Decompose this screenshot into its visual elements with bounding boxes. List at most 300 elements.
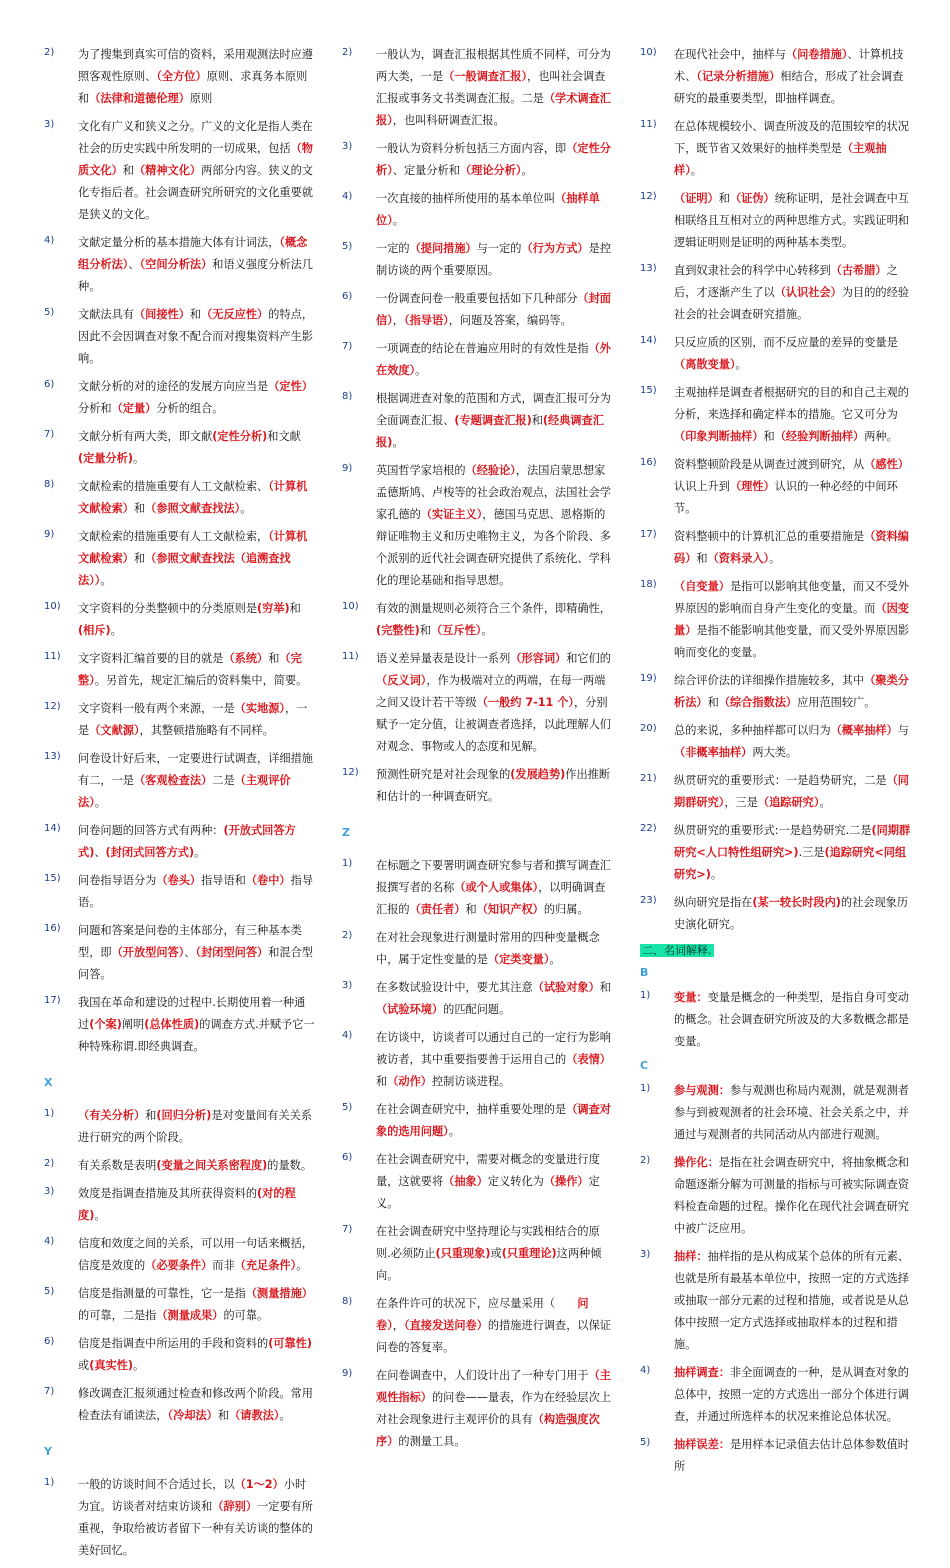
item-number: 17)	[44, 995, 61, 1006]
answer-highlight: (只重现象)	[435, 1247, 491, 1260]
answer-highlight: （充足条件）	[234, 1259, 297, 1272]
item-number: 11)	[342, 651, 359, 662]
item-text-segment: 的社会现象历史演化研究。	[674, 896, 909, 931]
item-text-segment: 。	[448, 1125, 460, 1138]
answer-highlight: （理论分析）	[459, 164, 522, 177]
fill-blank-item	[44, 1383, 316, 1427]
column-right	[640, 44, 912, 1484]
answer-highlight: (穷举)	[257, 602, 290, 615]
fill-blank-item	[342, 1365, 614, 1453]
item-text-segment: 信度是指测量的可靠性，它一是指	[78, 1287, 246, 1300]
fill-blank-item	[44, 1283, 316, 1327]
item-text-segment: 。	[132, 452, 145, 465]
item-text-segment: 是指在社会调查研究中，将抽象概念和命题逐渐分解为可测量的指标与可被实际调查资料检查命题的过程。操作化在现代社会调查研究中被广泛应用。	[674, 1156, 909, 1235]
answer-highlight: （封闭型问答）	[195, 946, 269, 959]
definition-item	[640, 1080, 912, 1146]
answer-highlight: （构造强度次序）	[376, 1413, 600, 1448]
fill-blank-item	[640, 260, 912, 326]
item-text-segment: 在现代社会中，抽样与	[674, 48, 786, 61]
fill-blank-item	[44, 598, 316, 642]
item-text-segment: 。	[133, 1359, 145, 1372]
answer-highlight: （记录分析措施）	[696, 70, 781, 83]
item-text	[376, 977, 614, 1021]
section-letter: Z	[342, 826, 350, 839]
item-text-segment: 文献检索的措施重要有人工文献检索、	[78, 480, 269, 493]
answer-highlight: （直接发送问卷）	[403, 1319, 488, 1332]
fill-blank-item	[342, 44, 614, 132]
item-text	[376, 460, 614, 592]
answer-highlight: （主观抽样）	[674, 142, 887, 177]
item-text-segment: 控制访谈进程。	[431, 1075, 511, 1088]
fill-blank-item	[342, 388, 614, 454]
item-text	[78, 526, 316, 592]
fill-blank-item	[44, 920, 316, 986]
answer-highlight: （形容词）	[510, 652, 567, 665]
item-text	[78, 1283, 316, 1327]
item-text-segment: 预测性研究是对社会现象的	[376, 768, 511, 781]
fill-blank-item	[44, 426, 316, 470]
item-number: 5)	[44, 1286, 55, 1297]
answer-highlight: （文献源）	[89, 724, 140, 737]
item-text-segment: 认识的一种必经的中间环节。	[674, 480, 898, 515]
item-text-segment: 一般的访谈时间不合适过长，以	[78, 1478, 235, 1491]
item-text-segment: 文字资料汇编首要的目的就是	[78, 652, 224, 665]
item-text-segment: 相结合，形成了社会调查研究的最重要类型，即抽样调查。	[674, 70, 904, 105]
item-text-segment: 。	[100, 574, 112, 587]
answer-highlight: （请教法）	[229, 1409, 280, 1422]
item-number: 9)	[342, 463, 353, 474]
answer-highlight: （间接性）	[133, 308, 190, 321]
item-number: 7)	[342, 1224, 353, 1235]
item-text-segment: 指导语。	[78, 874, 314, 909]
fill-blank-item	[44, 1333, 316, 1377]
item-text-segment: 指导语和	[201, 874, 246, 887]
item-text-segment: 、定量分析和	[392, 164, 460, 177]
answer-highlight: （定量）	[111, 402, 157, 415]
answer-highlight: (发展趋势)	[510, 768, 566, 781]
item-text-segment: ，三是	[724, 796, 758, 809]
answer-highlight: （辞别）	[212, 1500, 258, 1513]
item-text-segment: 。	[735, 358, 747, 371]
item-text-segment: 问卷问题的回答方式有两种：	[78, 824, 224, 837]
answer-highlight: （定性）	[268, 380, 313, 393]
item-text	[674, 770, 912, 814]
item-text-segment: 的可靠，二是指	[78, 1309, 157, 1322]
fill-blank-item	[342, 238, 614, 282]
answer-highlight: （自变量）	[674, 580, 730, 593]
item-text-segment: 。	[415, 364, 427, 377]
item-number: 5)	[342, 1102, 353, 1113]
item-text-segment: 的测量工具。	[398, 1435, 466, 1448]
item-text-segment: 是用样本记录值去估计总体参数值时所	[674, 1438, 909, 1473]
item-text-segment: 和	[133, 552, 146, 565]
answer-highlight: （动作）	[387, 1075, 432, 1088]
answer-highlight: （责任者）	[409, 903, 466, 916]
item-number: 1)	[44, 1108, 55, 1119]
answer-highlight: （物质文化）	[78, 142, 313, 177]
item-text	[376, 1365, 614, 1453]
item-text-segment: 二是	[212, 774, 235, 787]
item-number: 5)	[44, 307, 55, 318]
answer-highlight: (回归分析)	[156, 1109, 212, 1122]
item-text	[78, 232, 316, 298]
item-text	[78, 1155, 316, 1177]
item-number: 3)	[342, 141, 353, 152]
item-number: 14)	[640, 335, 657, 346]
answer-highlight: （一般调查汇报）	[443, 70, 528, 83]
item-text-segment: 和	[696, 552, 708, 565]
fill-blank-item	[44, 476, 316, 520]
section-heading-text: 二、名词解释.	[642, 944, 712, 957]
fill-blank-item	[640, 770, 912, 814]
item-text-segment: 、	[128, 258, 140, 271]
item-text-segment: 和	[133, 502, 146, 515]
item-text-segment: 原则	[189, 92, 213, 105]
answer-highlight: （全方位）	[156, 70, 207, 83]
fill-blank-item	[342, 1221, 614, 1287]
answer-highlight: （实地源）	[234, 702, 285, 715]
item-text-segment: 资料整顿阶段是从调查过渡到研究，从	[674, 458, 865, 471]
item-text-segment: 一定要有所重视，争取给被访者留下一种有关访谈的整体的美好回忆。	[78, 1500, 313, 1557]
answer-highlight: （完整）	[78, 652, 302, 687]
item-text-segment: 是对变量间有关关系进行研究的两个阶段。	[78, 1109, 313, 1144]
item-text-segment: 一定的	[376, 242, 410, 255]
item-text-segment: 在多数试验设计中，要尤其注意	[376, 981, 533, 994]
fill-blank-item	[640, 820, 912, 886]
answer-highlight: （冷却法）	[167, 1409, 218, 1422]
answer-highlight: （同期群研究）	[674, 774, 909, 809]
item-text-segment: 只反应质的区别，而不反应量的差异的变量是	[674, 336, 898, 349]
answer-highlight: （测量措施）	[245, 1287, 313, 1300]
fill-blank-item	[44, 820, 316, 864]
answer-highlight: (定量分析)	[78, 452, 133, 465]
definition-term: 抽样：	[674, 1250, 708, 1263]
fill-blank-item	[640, 188, 912, 254]
item-number: 7)	[342, 341, 353, 352]
item-text-segment: 在社会调查研究中坚持理论与实践相结合的原则.必须防止	[376, 1225, 600, 1260]
item-text-segment: ，问题及答案，编码等。	[448, 314, 572, 327]
item-text	[78, 870, 316, 914]
item-text-segment: 的可靠。	[223, 1309, 269, 1322]
item-text-segment: 的特点，因此不会因调查对象不配合而对搜集资料产生影响。	[78, 308, 314, 365]
item-number: 23)	[640, 895, 657, 906]
item-text-segment: 文献法具有	[78, 308, 134, 321]
item-text	[376, 188, 614, 232]
item-text-segment: 纵贯研究的重要形式:一是趋势研究.二是	[674, 824, 872, 837]
item-text	[78, 598, 316, 642]
answer-highlight: （实证主义）	[420, 508, 483, 521]
item-text	[376, 1293, 614, 1359]
item-text-segment: 变量是概念的一种类型，是指自身可变动的概念。社会调查研究所波及的大多数概念都是变量。	[674, 991, 909, 1048]
answer-highlight: （操作）	[543, 1175, 589, 1188]
fill-blank-item	[640, 44, 912, 110]
answer-highlight: (个案)	[89, 1018, 122, 1031]
item-number: 8)	[44, 479, 55, 490]
fill-blank-item	[342, 188, 614, 232]
answer-highlight: （概念组分析法）	[78, 236, 308, 271]
item-text	[78, 426, 316, 470]
answer-highlight: （学术调查汇报）	[376, 92, 611, 127]
answer-highlight: （反义词）	[376, 674, 427, 687]
answer-highlight: （因变量）	[674, 602, 909, 637]
answer-highlight: (经典调查汇报)	[376, 414, 604, 449]
answer-highlight: （抽象）	[443, 1175, 488, 1188]
item-text-segment: 问卷设计好后来，一定要进行试调查，详细措施有二，一是	[78, 752, 313, 787]
item-text-segment: 。	[769, 552, 781, 565]
answer-highlight: （经验论）	[465, 464, 516, 477]
item-text	[674, 526, 912, 570]
item-number: 2)	[640, 1155, 651, 1166]
fill-blank-item	[342, 1149, 614, 1215]
definition-term: 操作化：	[674, 1156, 719, 1169]
fill-blank-item	[640, 892, 912, 936]
answer-highlight: （指导语）	[403, 314, 449, 327]
item-text-segment: 。	[481, 624, 493, 637]
answer-highlight: （印象判断抽样）	[674, 430, 764, 443]
fill-blank-item	[342, 460, 614, 592]
answer-highlight: （经验判断抽样）	[774, 430, 865, 443]
item-text	[78, 304, 316, 370]
item-text-segment: 文献检索的措施重要有人工文献检索，	[78, 530, 269, 543]
definition-term: 抽样误差：	[674, 1438, 730, 1451]
fill-blank-item	[44, 1155, 316, 1177]
item-text-segment: 和	[376, 1075, 388, 1088]
item-text-segment: 。	[392, 436, 404, 449]
answer-highlight: （离散变量）	[674, 358, 736, 371]
item-text-segment: 综合评价法的详细操作措施较多，其中	[674, 674, 865, 687]
fill-blank-item	[342, 1099, 614, 1143]
item-text-segment: 和	[189, 308, 202, 321]
fill-blank-item	[44, 232, 316, 298]
item-text-segment: 的匹配问题。	[443, 1003, 511, 1016]
item-text-segment: 。	[296, 1259, 308, 1272]
item-text-segment: 应用范围较广。	[797, 696, 876, 709]
item-text-segment: 纵向研究是指在	[674, 896, 753, 909]
item-number: 4)	[342, 191, 353, 202]
item-text-segment: 和文献	[267, 430, 301, 443]
item-text-segment: ，分别赋予一定分值，让被调查者选择，以此理解人们对观念、事物或人的态度和见解。	[376, 696, 611, 753]
answer-highlight: （非概率抽样）	[674, 746, 753, 759]
item-number: 16)	[44, 923, 61, 934]
item-text-segment: 和	[289, 602, 301, 615]
fill-blank-item	[44, 116, 316, 226]
item-text-segment: 一次直接的抽样所使用的基本单位叫	[376, 192, 556, 205]
item-text-segment: 非全面调查的一种，是从调查对象的总体中，按照一定的方式选出一部分个体进行调查，并通过所选样本的状况来推论总体状况。	[674, 1366, 909, 1423]
item-text-segment: 和	[419, 624, 431, 637]
item-number: 9)	[44, 529, 55, 540]
item-text-segment: 。	[94, 796, 106, 809]
item-text-segment: 一份调查问卷一般重要包括如下几种部分	[376, 292, 578, 305]
section-letter: X	[44, 1076, 53, 1089]
item-text-segment: 直到奴隶社会的科学中心转移到	[674, 264, 831, 277]
fill-blank-item	[342, 927, 614, 971]
item-text-segment: 原则、求真务本原则和	[78, 70, 308, 105]
item-text	[78, 476, 316, 520]
item-text	[376, 1099, 614, 1143]
item-text	[674, 670, 912, 714]
fill-blank-item	[640, 454, 912, 520]
item-text-segment: 一般认为，调查汇报根据其性质不同样，可分为两大类，一是	[376, 48, 611, 83]
item-text-segment: 。另首先，规定汇编后的资料集中，简要。	[94, 674, 308, 687]
item-text-segment: 和	[599, 981, 611, 994]
item-text	[78, 1383, 316, 1427]
item-text-segment: 是指不能影响其他变量，而又受外界原因影响而变化的变量。	[674, 624, 909, 659]
answer-highlight: （证明）	[674, 192, 719, 205]
answer-highlight: （无反应性）	[201, 308, 269, 321]
item-text-segment: ，德国马克思、恩格斯的辩证唯物主义和历史唯物主义，为各个阶段、多个派别的近代社会调查研究提供了系统化、学科化的理论基础和指导思想。	[376, 508, 611, 587]
item-number: 6)	[44, 1336, 55, 1347]
answer-highlight: (某一较长时段内)	[752, 896, 841, 909]
item-text	[376, 138, 614, 182]
item-text	[674, 332, 912, 376]
answer-highlight: （开放型问答）	[111, 946, 185, 959]
item-number: 2)	[44, 47, 55, 58]
item-text-segment: 的问卷——量表，作为在经验层次上对社会现象进行主观评价的具有	[376, 1391, 611, 1426]
answer-highlight: （定类变量）	[487, 953, 550, 966]
item-text-segment: 。	[690, 164, 702, 177]
item-text	[674, 892, 912, 936]
item-text-segment: 效度是指调查措施及其所获得资料的	[78, 1187, 258, 1200]
fill-blank-item	[44, 870, 316, 914]
item-text	[78, 992, 316, 1058]
item-text-segment: 。	[94, 1209, 106, 1222]
item-text	[78, 698, 316, 742]
answer-highlight: （测量成果）	[156, 1309, 224, 1322]
fill-blank-item	[640, 576, 912, 664]
fill-blank-item	[44, 992, 316, 1058]
item-text-segment: ，以明确调查汇报的	[376, 881, 606, 916]
item-number: 10)	[640, 47, 657, 58]
fill-blank-item	[44, 44, 316, 110]
item-text	[674, 576, 912, 664]
item-text-segment: 为目的的经验社会的社会调查研究措施。	[674, 286, 909, 321]
item-text-segment: ，	[392, 1319, 404, 1332]
item-text-segment: 在标题之下要署明调查研究参与者和撰写调查汇报撰写者的名称	[376, 859, 611, 894]
answer-highlight: （或个人或集体）	[454, 881, 539, 894]
item-text	[78, 116, 316, 226]
item-text-segment: 问题和答案是问卷的主体部分，有三种基本类型，即	[78, 924, 302, 959]
answer-highlight: （行为方式）	[521, 242, 589, 255]
item-text	[78, 648, 316, 692]
section-heading	[640, 942, 912, 958]
item-number: 11)	[640, 119, 657, 130]
item-text-segment: 文化有广义和狭义之分。广义的文化是指人类在社会的历史实践中所发明的一切成果，包括	[78, 120, 313, 155]
item-text-segment: 在社会调查研究中，需要对概念的变量进行度量，这就要将	[376, 1153, 600, 1188]
item-number: 1)	[640, 1083, 651, 1094]
item-text-segment: 。	[521, 164, 533, 177]
answer-highlight: (专题调查汇报)	[454, 414, 532, 427]
item-text-segment: 和混合型问答。	[78, 946, 313, 981]
definition-item	[640, 1434, 912, 1478]
item-text-segment: 和	[531, 414, 543, 427]
item-text-segment: 两大类。	[752, 746, 798, 759]
item-text-segment: 主观抽样是调查者根据研究的目的和自己主观的分析，来选择和确定样本的措施。它又可分为	[674, 386, 909, 421]
item-number: 10)	[342, 601, 359, 612]
answer-highlight: （互斥性）	[431, 624, 482, 637]
answer-highlight: （精神文化）	[133, 164, 202, 177]
item-text-segment: 根据调进查对象的范围和方式，调查汇报可分为全面调查汇报、	[376, 392, 611, 427]
answer-highlight: （调查对象的选用问题）	[376, 1103, 611, 1138]
fill-blank-item	[640, 382, 912, 448]
answer-highlight: (开放式回答方式)	[78, 824, 296, 859]
item-text-segment: 文字资料一般有两个来源，一是	[78, 702, 235, 715]
item-number: 7)	[44, 1386, 55, 1397]
answer-highlight: (只重理论)	[501, 1247, 557, 1260]
answer-highlight: (变量之间关系密程度)	[156, 1159, 268, 1172]
fill-blank-item	[342, 1293, 614, 1359]
item-number: 1)	[44, 1477, 55, 1488]
item-number: 21)	[640, 773, 657, 784]
item-text	[674, 1080, 912, 1146]
answer-highlight: （提问措施）	[409, 242, 477, 255]
item-text-segment: 英国哲学家培根的	[376, 464, 466, 477]
item-number: 12)	[342, 767, 359, 778]
answer-highlight: （外在效度）	[376, 342, 611, 377]
item-text-segment: 。	[279, 1409, 291, 1422]
item-text-segment: ，作为极端对立的两端，在每一两端之间又设计若干等级	[376, 674, 606, 709]
fill-blank-item	[44, 1233, 316, 1277]
item-number: 13)	[640, 263, 657, 274]
section-letter: C	[640, 1059, 649, 1072]
item-text-segment: ，	[392, 314, 404, 327]
fill-blank-item	[342, 288, 614, 332]
item-number: 3)	[640, 1249, 651, 1260]
item-number: 22)	[640, 823, 657, 834]
item-text-segment: 这两种倾向。	[376, 1247, 602, 1282]
item-text	[78, 376, 316, 420]
item-text	[78, 1333, 316, 1377]
answer-highlight: (总体性质)	[144, 1018, 200, 1031]
answer-highlight: （空间分析法）	[139, 258, 213, 271]
definition-item	[640, 1246, 912, 1356]
answer-highlight: （认识社会）	[774, 286, 842, 299]
item-text-segment: 。	[819, 796, 831, 809]
fill-blank-item	[44, 376, 316, 420]
item-text-segment: 定义。	[376, 1175, 600, 1210]
answer-highlight: （参照文献查找法）	[145, 502, 241, 515]
answer-highlight: （感性）	[864, 458, 909, 471]
answer-highlight: （有关分析）	[78, 1109, 146, 1122]
item-text-segment: ，也叫社会调查汇报或事务文书类调查汇报。二是	[376, 70, 606, 105]
fill-blank-item	[640, 526, 912, 570]
answer-highlight: （1～2）	[234, 1478, 284, 1491]
item-text-segment: 抽样指的是从构成某个总体的所有元素、也就是所有最基本单位中，按照一定的方式选择或抽取一部分元素的过程和措施，或者说是从总体中按照一定方式选择或抽取样本的过程和措施。	[674, 1250, 909, 1351]
section-letter: B	[640, 966, 649, 979]
item-number: 4)	[640, 1365, 651, 1376]
item-number: 14)	[44, 823, 61, 834]
item-text-segment: 。	[240, 502, 252, 515]
item-number: 12)	[44, 701, 61, 712]
answer-highlight: （试验对象）	[532, 981, 600, 994]
item-number: 8)	[342, 391, 353, 402]
item-number: 2)	[342, 930, 353, 941]
answer-highlight: （定性分析）	[376, 142, 611, 177]
item-text	[674, 720, 912, 764]
item-text-segment: 的调查方式.并赋予它一种特殊称谓.即经典调查。	[78, 1018, 315, 1053]
item-text	[674, 1434, 912, 1478]
definition-term: 参与观测：	[674, 1084, 730, 1097]
answer-highlight: （计算机文献检索）	[78, 480, 308, 515]
item-text	[674, 820, 912, 886]
answer-highlight: （资料编码）	[674, 530, 909, 565]
item-text-segment: 在对社会现象进行测量时常用的四种变量概念中，属于定性变量的是	[376, 931, 600, 966]
item-text-segment: 和	[145, 1109, 157, 1122]
item-text-segment: 我国在革命和建设的过程中.长期使用着一种通过	[78, 996, 306, 1031]
item-number: 8)	[342, 1296, 353, 1307]
item-text-segment: 。	[194, 846, 206, 859]
item-text	[78, 1474, 316, 1562]
item-text-segment: 。	[110, 624, 122, 637]
